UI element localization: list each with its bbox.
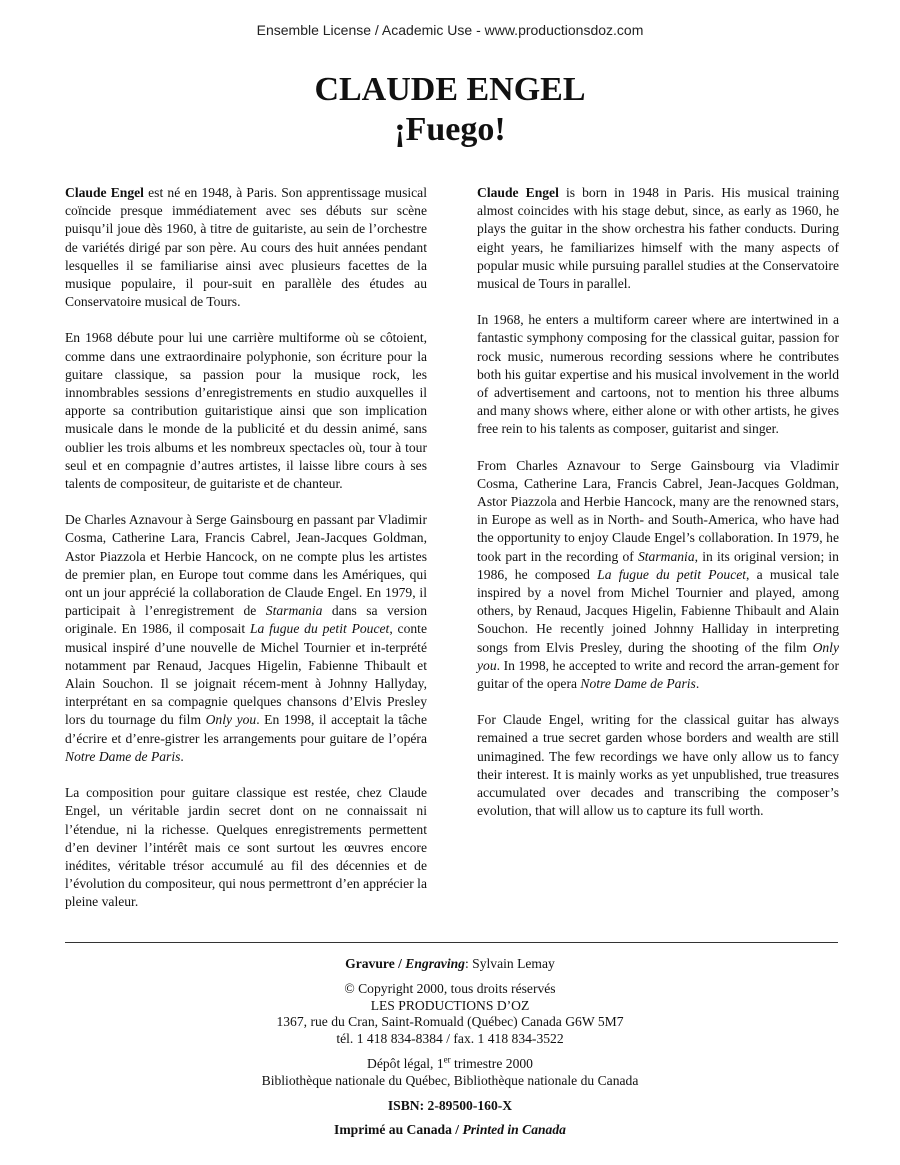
printed-en: Printed in Canada	[462, 1122, 566, 1138]
english-p1-text: is born in 1948 in Paris. His musical training almost coincides with his stage debut, since, as early as 1960, he plays the guitar in the show orchestra his father conducts. During eight years, he familiarizes himself with the many aspects of popular music while pursuing parallel studies at the Conservatoire musical de Tours in parallel.	[477, 185, 839, 292]
engraving-credit	[0, 956, 900, 973]
english-p3-a: From Charles Aznavour to Serge Gainsbourg via Vladimir Cosma, Catherine Lara, Francis Cabrel, Jean-Jacques Goldman, Astor Piazzola and Herbie Hancock, many are the renowned stars, in Europe as well as in North- and South-America, who have had the opportunity to enjoy Claude Engel’s collaboration. In 1979, he took part in the recording of	[477, 457, 839, 564]
gravure-label: Gravure /	[345, 956, 406, 971]
legal-deposit-a: Dépôt légal, 1	[367, 1055, 444, 1071]
legal-deposit	[0, 1056, 900, 1073]
english-paragraph-2: In 1968, he enters a multiform career where are intertwined in a fantastic symphony composing for the classical guitar, passion for rock music, numerous recording sessions where he contributes both his guitar expertise and his musical involvement in the world of advertisement and cartoons, not to mention his three albums and many shows where, either alone or with other artists, he gives free rein to his talents as composer, guitarist and singer.	[477, 312, 839, 437]
french-p3-c: , conte musical inspiré d’une nouvelle de Michel Tournier et in-terprété notamment par Renaud, Jacques Higelin, Fabienne Thibault et Alain Souchon. Il se joignait récem-ment à Johnny Hallyday, interprétant en sa compagnie quelques chansons d’Elvis Presley lors du tournage du film	[65, 621, 427, 728]
printed-in	[0, 1122, 900, 1139]
english-paragraph-4: For Claude Engel, writing for the classical guitar has always remained a true secret garden whose borders and wealth are still unimagined. The few recordings we have only allow us to fancy their interest. It is mainly works as yet unpublished, true treasures accumulated over decades and transcribing the composer’s evolution, that will allow us to capture its full worth.	[477, 712, 839, 819]
english-biography	[477, 184, 839, 839]
french-p3-e: .	[180, 748, 184, 764]
composer-name: CLAUDE ENGEL	[314, 71, 586, 108]
french-paragraph-2: En 1968 débute pour lui une carrière multiforme où se côtoient, comme dans une extraordinaire polyphonie, son écriture pour la guitare classique, sa passion pour la musique rock, les innombrables sessions d’enregistrements en studio auxquelles il apporte sa contribution guitaristique ainsi que son implication musicale dans le monde de la publicité et du dessin animé, sans oublier les trois albums et les nombreux spectacles où, tour à tour seul et en compagnie d’autres artistes, il laisse libre cours à ses talents de compositeur, de guitariste et de chanteur.	[65, 330, 427, 492]
english-name-bold: Claude Engel	[477, 185, 559, 200]
legal-deposit-b: trimestre 2000	[450, 1055, 533, 1071]
english-p3-d: . In 1998, he accepted to write and record the arran-gement for guitar of the opera	[477, 657, 839, 692]
french-p3-b: dans sa version originale. En 1986, il composait	[65, 603, 427, 637]
english-p3-b: , in its original version; in 1986, he composed	[477, 548, 839, 582]
footer-divider	[65, 942, 838, 943]
french-biography	[65, 184, 427, 930]
english-paragraph-1	[477, 184, 839, 293]
french-p3-d: . En 1998, il acceptait la tâche d’écrire et d’enre-gistrer les arrangements pour guitare de l’opéra	[65, 712, 427, 746]
license-header: Ensemble License / Academic Use - www.productionsdoz.com	[256, 22, 644, 38]
english-p3-e: .	[695, 676, 700, 692]
french-paragraph-1	[65, 184, 427, 311]
printed-fr: Imprimé au Canada /	[334, 1122, 463, 1138]
english-starmania: Starmania	[637, 548, 695, 564]
publisher-address: 1367, rue du Cran, Saint-Romuald (Québec) Canada G6W 5M7	[276, 1014, 624, 1030]
copyright-line: © Copyright 2000, tous droits réservés	[344, 980, 556, 996]
english-notre-dame: Notre Dame de Paris	[580, 676, 696, 692]
legal-deposit-sup: er	[443, 1054, 451, 1065]
english-only-you: Only you	[477, 639, 839, 673]
colophon	[0, 956, 900, 1139]
engraver-name: : Sylvain Lemay	[464, 956, 555, 971]
publisher-name: LES PRODUCTIONS D’OZ	[370, 997, 530, 1013]
french-paragraph-4: La composition pour guitare classique est restée, chez Claude Engel, un véritable jardin secret dont on ne connaissait ni l’étendue, ni la richesse. Quelques enregistrements permettent d’en deviner l’intérêt mais ce sont surtout les œuvres encore inédites, véritable trésor accumulé au fil des décennies et de l’évolution du compositeur, qui nous permettront d’en apprécier la pleine valeur.	[65, 785, 427, 910]
french-fugue: La fugue du petit Poucet	[249, 621, 390, 637]
english-fugue: La fugue du petit Poucet	[597, 566, 747, 582]
page-title	[0, 70, 900, 150]
french-notre-dame: Notre Dame de Paris	[65, 748, 181, 764]
french-name-bold: Claude Engel	[65, 185, 144, 200]
publisher-phone: tél. 1 418 834-8384 / fax. 1 418 834-3522	[336, 1031, 564, 1047]
isbn	[0, 1098, 900, 1115]
french-only-you: Only you	[205, 712, 257, 728]
isbn-text: ISBN: 2-89500-160-X	[387, 1097, 513, 1113]
piece-title: ¡Fuego!	[394, 111, 506, 148]
french-p1-text: est né en 1948, à Paris. Son apprentissage musical coïncide presque immédiatement avec ses débuts sur scène puisqu’il joue dès 1960, à titre de guitariste, au sein de l’orchestre de variétés dirigé par son père. Au cours des huit années pendant lesquelles il se familiarise ainsi avec plusieurs facettes de la musique populaire, il pour-suit en parallèle des études au Conservatoire musical de Tours.	[65, 185, 427, 310]
national-libraries: Bibliothèque nationale du Québec, Bibliothèque nationale du Canada	[261, 1072, 639, 1088]
english-p3-c: , a musical tale inspired by a novel from Michel Tournier and played, among others, by Renaud, Jacques Higelin, Fabienne Thibault and Alain Souchon. He recently joined Johnny Halliday in interpreting songs from Elvis Presley, during the shooting of the film	[477, 566, 839, 655]
french-p3-a: De Charles Aznavour à Serge Gainsbourg en passant par Vladimir Cosma, Catherine Lara, Francis Cabrel, Jean-Jacques Goldman, Astor Piazzola et Herbie Hancock, on ne compte plus les artistes de premier plan, en Europe tout comme dans les Amériques, qui ont un jour apprécié la collaboration de Claude Engel. En 1979, il participait à l’enregistrement de	[65, 512, 427, 619]
french-starmania: Starmania	[265, 603, 323, 619]
french-paragraph-3	[65, 511, 427, 766]
engraving-label: Engraving	[405, 956, 465, 971]
english-paragraph-3	[477, 457, 839, 694]
